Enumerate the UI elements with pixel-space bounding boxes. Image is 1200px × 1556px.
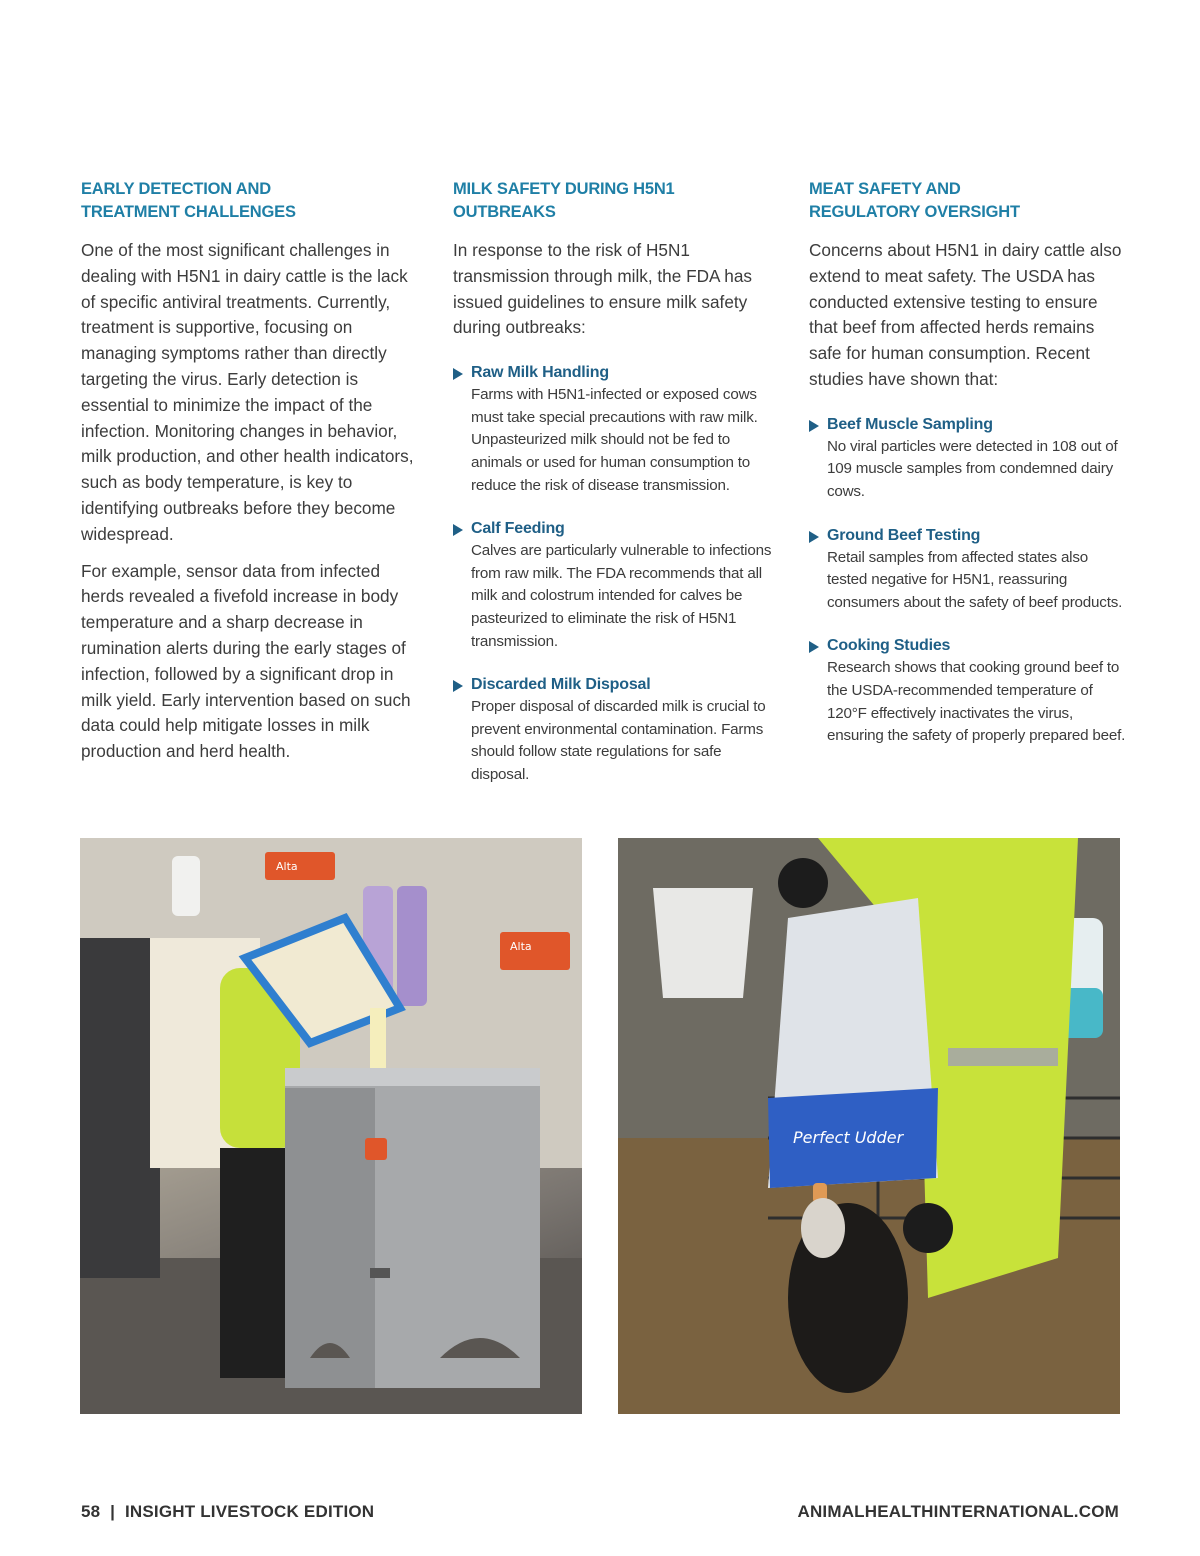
bullet-body: Proper disposal of discarded milk is crucial to prevent environmental contamination. Farms should follow state regulations for safe disposal. xyxy=(471,698,766,783)
section-heading xyxy=(809,178,1129,224)
spigot xyxy=(370,1268,390,1278)
heading-line: REGULATORY OVERSIGHT xyxy=(809,203,1020,221)
calf-face xyxy=(801,1198,845,1258)
reflective-stripe xyxy=(948,1048,1058,1066)
milk-stream xyxy=(370,1008,386,1078)
triangle-bullet-icon xyxy=(809,420,819,432)
bullet-title: Beef Muscle Sampling xyxy=(827,415,993,433)
filter-canister xyxy=(397,886,427,1006)
bag-label: Perfect Udder xyxy=(793,1128,904,1147)
heading-line: MILK SAFETY DURING H5N1 OUTBREAKS xyxy=(453,180,675,221)
bullet-item xyxy=(453,362,778,497)
bullet-title: Cooking Studies xyxy=(827,637,951,655)
section-heading xyxy=(81,178,426,224)
hanging-bucket xyxy=(653,888,753,998)
heading-line: MEAT SAFETY AND xyxy=(809,180,961,198)
calf-feeding-illustration xyxy=(618,838,1120,1414)
glove xyxy=(778,858,828,908)
heading-line: EARLY DETECTION AND xyxy=(81,180,271,198)
intro-paragraph: Concerns about H5N1 in dairy cattle also extend to meat safety. The USDA has conducted extensive testing to ensure that beef from affected herds remains safe for human consumption. Recent studies have shown that: xyxy=(809,240,1122,389)
intro-paragraph: In response to the risk of H5N1 transmission through milk, the FDA has issued guidelines to ensure milk safety during outbreaks: xyxy=(453,240,752,338)
footer-page-edition: 58 | INSIGHT LIVESTOCK EDITION xyxy=(81,1502,375,1521)
bullet-item xyxy=(453,518,778,653)
photo-calf-feeding xyxy=(618,838,1120,1414)
tank-rim xyxy=(285,1068,540,1086)
bullet-title: Ground Beef Testing xyxy=(827,526,981,544)
bullet-item xyxy=(809,525,1129,615)
bullet-body: Retail samples from affected states also tested negative for H5N1, reassuring consumers about the safety of beef products. xyxy=(827,548,1123,611)
triangle-bullet-icon xyxy=(453,680,463,692)
left-machine xyxy=(80,938,160,1278)
bullet-body: No viral particles were detected in 108 out of 109 muscle samples from condemned dairy cows. xyxy=(827,437,1118,500)
photo-milk-pasteurizer xyxy=(80,838,582,1414)
bullet-title: Raw Milk Handling xyxy=(471,364,609,382)
bullet-body: Research shows that cooking ground beef to the USDA-recommended temperature of 120°F effectively inactivates the virus, ensuring the safety of properly prepared beef. xyxy=(827,659,1126,745)
footer-website: ANIMALHEALTHINTERNATIONAL.COM xyxy=(797,1502,1119,1521)
paragraph: For example, sensor data from infected herds revealed a fivefold increase in body temperature and a sharp decrease in rumination alerts during the early stages of infection, followed by a significant drop in milk yield. Early intervention based on such data could help mitigate losses in milk production and herd health. xyxy=(81,560,411,762)
tank-logo xyxy=(365,1138,387,1160)
triangle-bullet-icon xyxy=(453,368,463,380)
bullet-title: Calf Feeding xyxy=(471,520,565,538)
column-meat-safety xyxy=(809,178,1129,748)
column-milk-safety xyxy=(453,178,778,787)
bullet-item xyxy=(809,414,1129,504)
paragraph: One of the most significant challenges in dealing with H5N1 in dairy cattle is the lack of specific antiviral treatments. Currently, treatment is supportive, focusing on managing symptoms rather than directly targeting the virus. Early detection is essential to minimize the impact of the infection. Monitoring changes in behavior, milk production, and other health indicators, such as body temperature, is key to identifying outbreaks before they become widespread. xyxy=(81,240,414,544)
bullet-item xyxy=(809,635,1129,747)
brand-label: Alta xyxy=(510,940,532,953)
worker-pants xyxy=(220,1148,295,1378)
column-early-detection xyxy=(81,178,426,776)
triangle-bullet-icon xyxy=(809,641,819,653)
heading-line: TREATMENT CHALLENGES xyxy=(81,203,296,221)
bullet-title: Discarded Milk Disposal xyxy=(471,676,651,694)
brand-label: Alta xyxy=(276,860,298,873)
bullet-item xyxy=(453,674,778,786)
bullet-body: Farms with H5N1-infected or exposed cows must take special precautions with raw milk. Unpasteurized milk should not be fed to animals or used for human consumption to reduce the risk of disease transmission. xyxy=(471,386,758,494)
glove xyxy=(903,1203,953,1253)
bottle xyxy=(172,856,200,916)
section-heading xyxy=(453,178,778,224)
pasteurizer-illustration xyxy=(80,838,582,1414)
triangle-bullet-icon xyxy=(809,531,819,543)
triangle-bullet-icon xyxy=(453,524,463,536)
bullet-body: Calves are particularly vulnerable to infections from raw milk. The FDA recommends that all milk and colostrum intended for calves be pasteurized to eliminate the risk of H5N1 transmission. xyxy=(471,542,772,650)
